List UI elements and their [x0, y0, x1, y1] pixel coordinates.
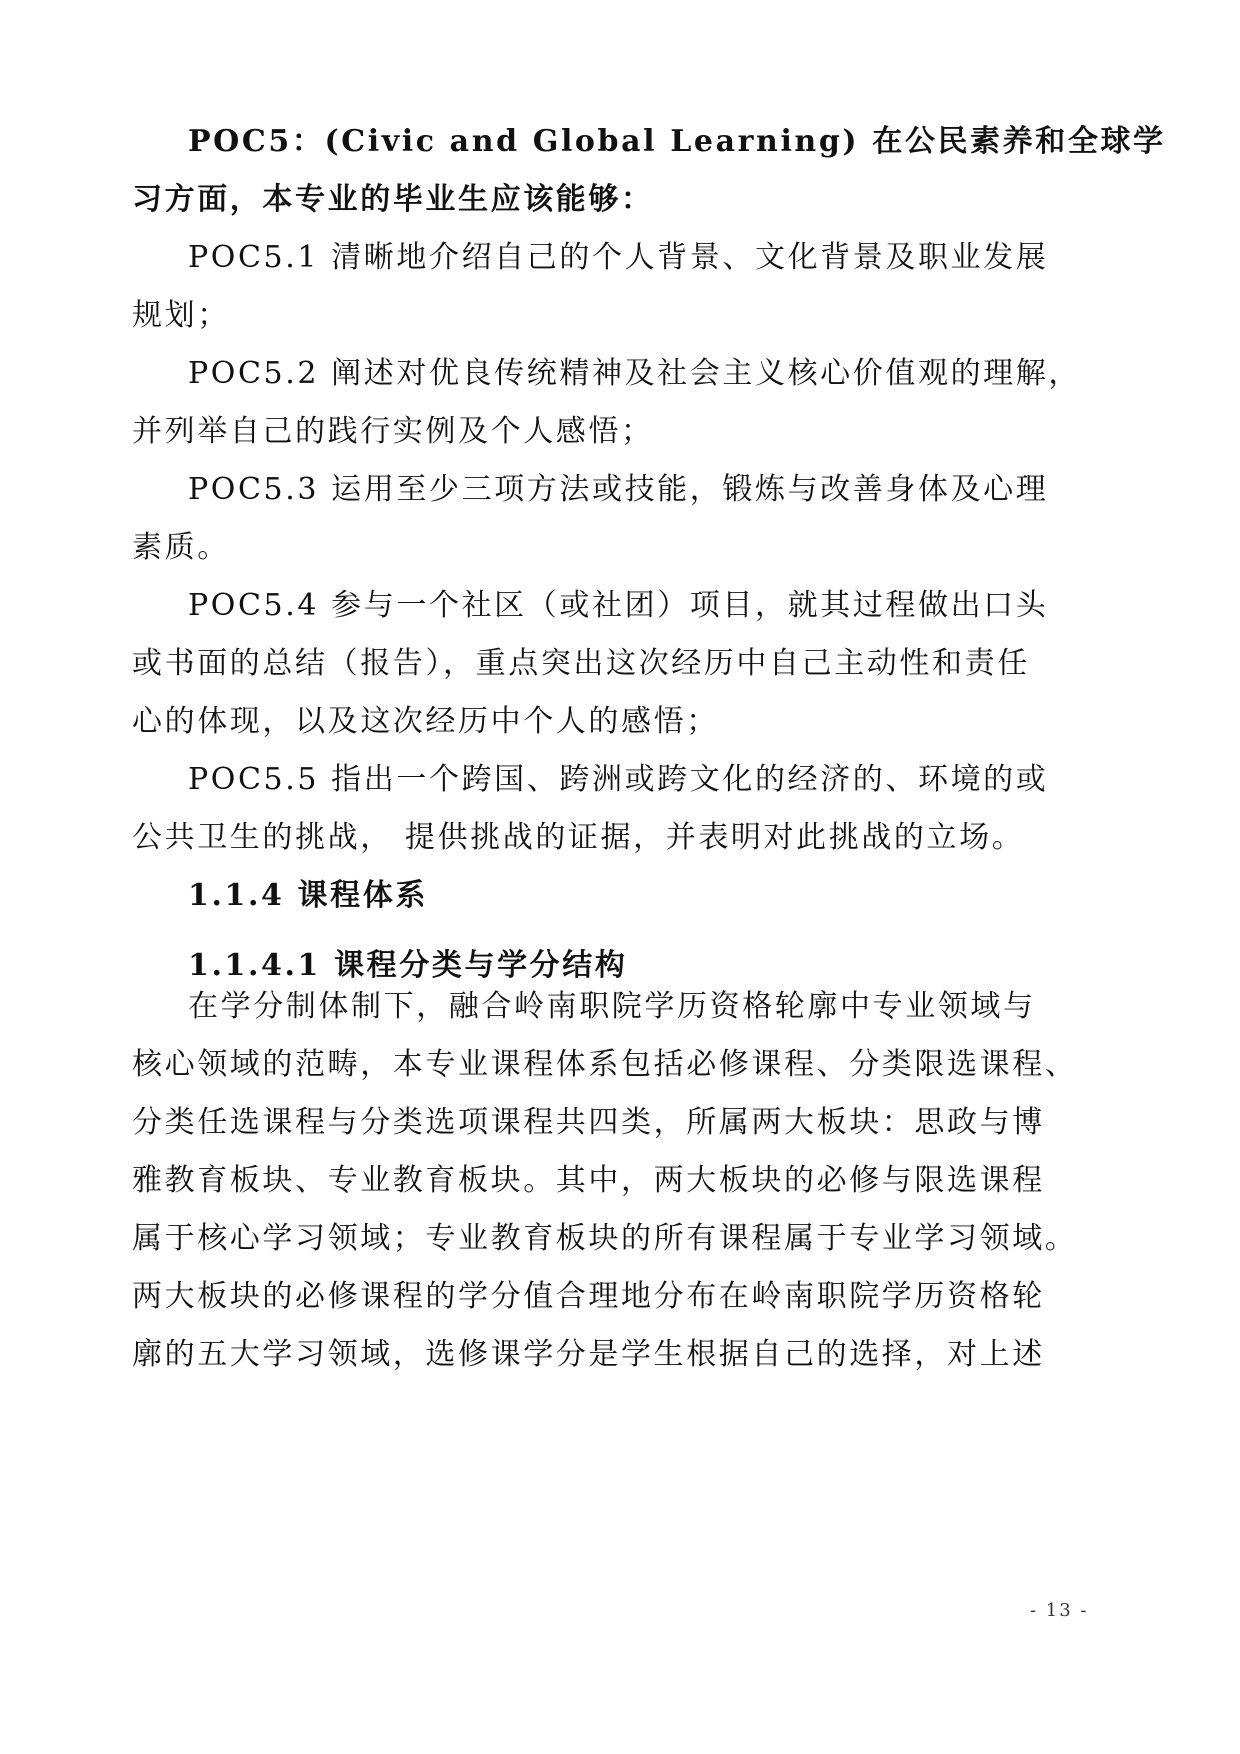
paragraph-line-5: 属于核心学习领域；专业教育板块的所有课程属于专业学习领域。: [132, 1221, 1078, 1256]
poc5-4-line-2: 或书面的总结（报告），重点突出这次经历中自己主动性和责任: [132, 646, 1030, 681]
poc5-5-line-2: 公共卫生的挑战， 提供挑战的证据，并表明对此挑战的立场。: [132, 820, 1025, 855]
poc5-heading-line-1: POC5：(Civic and Global Learning) 在公民素养和全球学: [188, 124, 1166, 159]
poc5-2-line-1: POC5.2 阐述对优良传统精神及社会主义核心价值观的理解，: [188, 356, 1081, 391]
paragraph-line-3: 分类任选课程与分类选项课程共四类，所属两大板块：思政与博: [132, 1105, 1045, 1140]
poc5-3-line-2: 素质。: [132, 530, 230, 565]
section-heading-1-1-4: 1.1.4 课程体系: [188, 878, 428, 913]
paragraph-line-2: 核心领域的范畴，本专业课程体系包括必修课程、分类限选课程、: [132, 1047, 1078, 1082]
poc5-5-line-1: POC5.5 指出一个跨国、跨洲或跨文化的经济的、环境的或: [188, 762, 1049, 797]
poc5-4-line-1: POC5.4 参与一个社区（或社团）项目，就其过程做出口头: [188, 588, 1049, 623]
poc5-1-line-1: POC5.1 清晰地介绍自己的个人背景、文化背景及职业发展: [188, 240, 1049, 275]
paragraph-line-7: 廓的五大学习领域，选修课学分是学生根据自己的选择，对上述: [132, 1337, 1045, 1372]
paragraph-line-4: 雅教育板块、专业教育板块。其中，两大板块的必修与限选课程: [132, 1163, 1045, 1198]
poc5-3-line-1: POC5.3 运用至少三项方法或技能，锻炼与改善身体及心理: [188, 472, 1049, 507]
paragraph-line-1: 在学分制体制下，融合岭南职院学历资格轮廓中专业领域与: [188, 989, 1036, 1024]
poc5-2-line-2: 并列举自己的践行实例及个人感悟；: [132, 414, 654, 449]
poc5-heading-line-2: 习方面，本专业的毕业生应该能够：: [132, 182, 654, 217]
paragraph-line-6: 两大板块的必修课程的学分值合理地分布在岭南职院学历资格轮: [132, 1279, 1045, 1314]
section-heading-1-1-4-1: 1.1.4.1 课程分类与学分结构: [188, 948, 628, 983]
page-number: - 13 -: [1030, 1600, 1089, 1621]
poc5-1-line-2: 规划；: [132, 298, 230, 333]
poc5-4-line-3: 心的体现，以及这次经历中个人的感悟；: [132, 704, 719, 739]
